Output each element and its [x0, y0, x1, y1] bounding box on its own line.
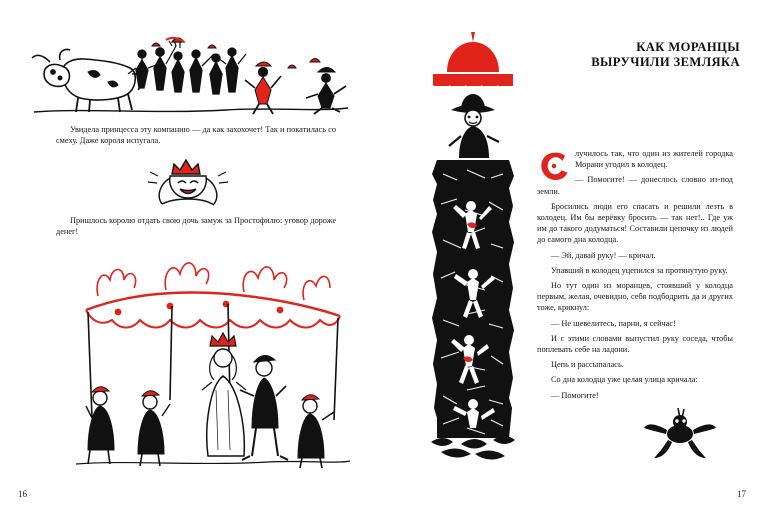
paragraph: — Эй, давай руку! — кричал. — [551, 250, 656, 260]
chapter-title-line-2: ВЫРУЧИЛИ ЗЕМЛЯКА — [591, 55, 740, 69]
paragraph: Пришлось королю отдать свою дочь замуж за Простофилю: уговор дороже денег! — [56, 216, 336, 237]
paragraph: Упавший в колодец уцепился за протянутую руку. — [551, 265, 728, 275]
paragraph: Но тут один из моранцев, стоявший у колодца первым, желая, очевидно, себя подбодрить да и других тоже, крикнул: — [537, 281, 733, 313]
paragraph: — Помогите! — донеслось словно из-под земли. — [537, 175, 733, 196]
page-number-left: 16 — [18, 489, 27, 499]
paragraph: — Не шевелитесь, парни, я сейчас! — [551, 318, 676, 328]
laughing-princess-head-illustration — [128, 158, 248, 210]
right-page — [385, 0, 770, 521]
paragraph: И с этими словами выпустил руку соседа, чтобы поплевать себе на ладони. — [537, 333, 733, 355]
paragraph: — Помогите! — [551, 390, 599, 400]
page-number-right: 17 — [737, 489, 746, 499]
paragraph: Бросились люди его спасать и решили лезть в колодец. Им бы верёвку бросить — так нет!.. Где уж им до такого додуматься! Составили цепочку из людей до самого дна колодца. — [537, 201, 733, 245]
wedding-canopy-procession-illustration — [58, 250, 358, 472]
black-tower-with-man-in-hat-illustration — [413, 28, 533, 468]
left-text-block-1 — [56, 124, 336, 150]
procession-with-ox-and-villagers-illustration — [26, 28, 356, 120]
falling-figure-vignette-illustration — [640, 400, 720, 462]
chapter-title-line-1: КАК МОРАНЦЫ — [636, 40, 740, 54]
right-text-column — [537, 148, 733, 405]
paragraph: Цепь и рассыпалась. — [551, 360, 624, 370]
chapter-title — [510, 40, 740, 70]
paragraph: Со дна колодца уже целая улица кричала: — [551, 375, 698, 385]
left-text-block-2 — [56, 215, 336, 241]
paragraph: Увидела принцесса эту компанию — да как захохочет! Так и покатилась со смеху. Даже короля испугала. — [56, 125, 336, 146]
drop-cap-ornament — [537, 149, 571, 183]
paragraph: лучилось так, что один из жителей городка Морани угодил в колодец. — [575, 149, 733, 170]
